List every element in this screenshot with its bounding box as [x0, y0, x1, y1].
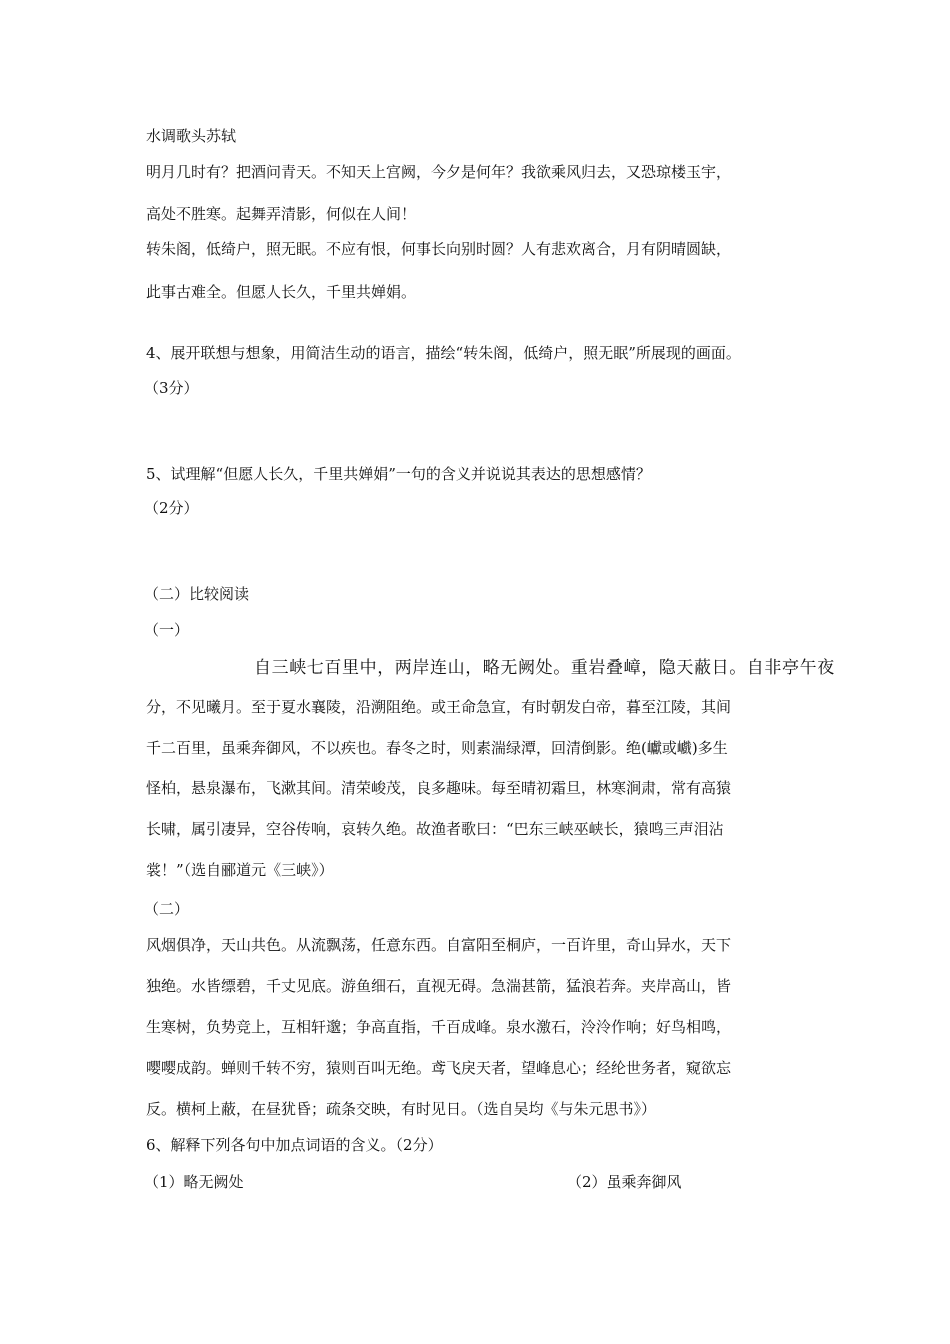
section-heading: （二）比较阅读: [144, 585, 250, 603]
passage-2-label: （二）: [144, 900, 190, 918]
passage-1-line: 裳！”（选自郦道元《三峡》）: [146, 861, 334, 879]
question-4-score: （3分）: [144, 379, 199, 397]
passage-1-label: （一）: [144, 621, 190, 639]
passage-2-line: 反。横柯上蔽，在昼犹昏；疏条交映，有时见日。（选自吴均《与朱元思书》）: [146, 1100, 657, 1118]
passage-2-line: 风烟俱净，天山共色。从流飘荡，任意东西。自富阳至桐庐，一百许里，奇山异水，天下: [146, 936, 732, 954]
poem-line: 转朱阁，低绮户，照无眠。不应有恨，何事长向别时圆？人有悲欢离合，月有阴晴圆缺，: [146, 240, 732, 258]
poem-line: 明月几时有？把酒问青天。不知天上宫阙，今夕是何年？我欲乘风归去，又恐琼楼玉宇，: [146, 163, 732, 181]
question-5-score: （2分）: [144, 499, 199, 517]
passage-2-line: 嘤嘤成韵。蝉则千转不穷，猿则百叫无绝。鸢飞戾天者，望峰息心；经纶世务者，窥欲忘: [146, 1059, 732, 1077]
question-4: 4、展开联想与想象，用简洁生动的语言，描绘“转朱阁，低绮户，照无眠”所展现的画面。: [146, 344, 741, 362]
question-5: 5、试理解“但愿人长久，千里共婵娟”一句的含义并说说其表达的思想感情？: [146, 465, 651, 483]
poem-line: 高处不胜寒。起舞弄清影，何似在人间！: [146, 205, 417, 223]
poem-line: 此事古难全。但愿人长久，千里共婵娟。: [146, 283, 417, 301]
passage-2-line: 生寒树，负势竞上，互相轩邈；争高直指，千百成峰。泉水激石，泠泠作响；好鸟相鸣，: [146, 1018, 732, 1036]
passage-1-line: 分，不见曦月。至于夏水襄陵，沿溯阻绝。或王命急宣，有时朝发白帝，暮至江陵，其间: [146, 698, 732, 716]
passage-1-line: 千二百里，虽乘奔御风，不以疾也。春冬之时，则素湍绿潭，回清倒影。绝(巘或巇)多生: [146, 739, 728, 757]
passage-1-line: 怪柏，悬泉瀑布，飞漱其间。清荣峻茂，良多趣味。每至晴初霜旦，林寒涧肃，常有高猿: [146, 779, 732, 797]
passage-1-line: 自三峡七百里中，两岸连山，略无阙处。重岩叠嶂，隐天蔽日。自非亭午夜: [254, 658, 835, 678]
question-6-item-2: （2）虽乘奔御风: [567, 1173, 682, 1191]
passage-1-line: 长啸，属引凄异，空谷传响，哀转久绝。故渔者歌曰：“巴东三峡巫峡长，猿鸣三声泪沾: [146, 820, 724, 838]
question-6: 6、解释下列各句中加点词语的含义。（2分）: [146, 1136, 443, 1154]
poem-title: 水调歌头苏轼: [146, 127, 237, 145]
passage-2-line: 独绝。水皆缥碧，千丈见底。游鱼细石，直视无碍。急湍甚箭，猛浪若奔。夹岸高山，皆: [146, 977, 732, 995]
question-6-item-1: （1）略无阙处: [144, 1173, 244, 1191]
